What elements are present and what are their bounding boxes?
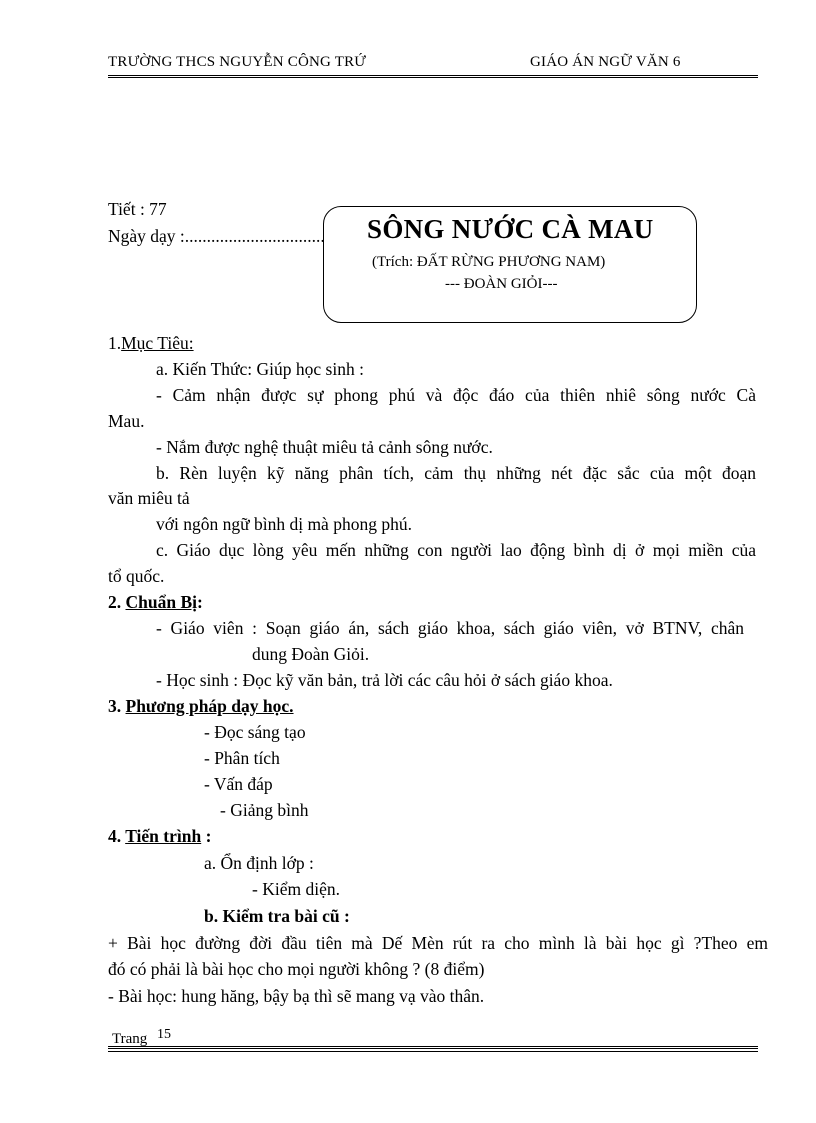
review-answer: - Bài học: hung hăng, bậy bạ thì sẽ mang vạ vào thân. [108, 986, 485, 1006]
section-2-title: Chuẩn Bị [125, 592, 197, 612]
header-subject: GIÁO ÁN NGỮ VĂN 6 [530, 54, 681, 70]
objective-b-line2: văn miêu tả [108, 488, 190, 508]
teaching-date [108, 223, 325, 249]
objective-c-line2: tổ quốc. [108, 566, 165, 586]
objective-a2: - Nắm được nghệ thuật miêu tả cảnh sông nước. [156, 437, 493, 457]
prep-teacher-line1: - Giáo viên : Soạn giáo án, sách giáo khoa, sách giáo viên, vở BTNV, chân [156, 618, 744, 638]
review-question-line2: đó có phải là bài học cho mọi người không ? (8 điểm) [108, 959, 485, 979]
method-item: - Phân tích [204, 748, 280, 768]
objective-a: a. Kiến Thức: Giúp học sinh : [156, 359, 364, 379]
section-4-heading [108, 823, 211, 849]
lesson-excerpt-source: (Trích: ĐẤT RỪNG PHƯƠNG NAM) [372, 254, 606, 270]
header-school: TRƯỜNG THCS NGUYỄN CÔNG TRỨ [108, 54, 367, 70]
method-item: - Vấn đáp [204, 774, 273, 794]
method-item: - Đọc sáng tạo [204, 722, 306, 742]
prep-student: - Học sinh : Đọc kỹ văn bản, trả lời các câu hỏi ở sách giáo khoa. [156, 670, 613, 690]
section-4-colon: : [201, 826, 212, 846]
section-3-number: 3. [108, 696, 126, 716]
process-b: b. Kiểm tra bài cũ : [204, 906, 350, 926]
objective-c-line1: c. Giáo dục lòng yêu mến những con người lao động bình dị ở mọi miền của [156, 540, 756, 560]
lesson-author: --- ĐOÀN GIỎI--- [445, 276, 558, 292]
section-4-title: Tiến trình [125, 826, 202, 846]
objective-b-line1: b. Rèn luyện kỹ năng phân tích, cảm thụ những nét đặc sắc của một đoạn [156, 463, 756, 483]
header-rule [108, 75, 758, 78]
section-1-heading [108, 330, 194, 356]
section-1-number: 1. [108, 333, 122, 353]
section-2-colon: : [197, 592, 203, 612]
process-a1: - Kiểm diện. [252, 879, 340, 899]
objective-a1-line1: - Cảm nhận được sự phong phú và độc đáo của thiên nhiê sông nước Cà [156, 385, 756, 405]
teaching-date-label: Ngày dạy : [108, 226, 185, 246]
objective-a1-line2: Mau. [108, 411, 145, 431]
section-1-title: Mục Tiêu: [121, 333, 194, 353]
objective-b-line3: với ngôn ngữ bình dị mà phong phú. [156, 514, 412, 534]
footer-rule-secondary [108, 1051, 758, 1052]
footer-page-number: 15 [157, 1027, 171, 1042]
section-4-number: 4. [108, 826, 126, 846]
process-a: a. Ổn định lớp : [204, 853, 314, 873]
lesson-number: Tiết : 77 [108, 199, 167, 219]
method-item: - Giảng bình [220, 800, 309, 820]
footer-page-label: Trang [112, 1031, 148, 1047]
section-3-title: Phương pháp dạy học. [125, 696, 294, 716]
section-3-heading [108, 693, 294, 719]
lesson-title: SÔNG NƯỚC CÀ MAU [367, 214, 654, 244]
footer-rule [108, 1046, 758, 1049]
review-question-line1: + Bài học đường đời đầu tiên mà Dế Mèn rút ra cho mình là bài học gì ?Theo em [108, 933, 768, 953]
prep-teacher-line2: dung Đoàn Giỏi. [252, 644, 370, 664]
section-2-number: 2. [108, 592, 126, 612]
section-2-heading [108, 589, 203, 615]
teaching-date-dots: ................................ [184, 226, 325, 246]
